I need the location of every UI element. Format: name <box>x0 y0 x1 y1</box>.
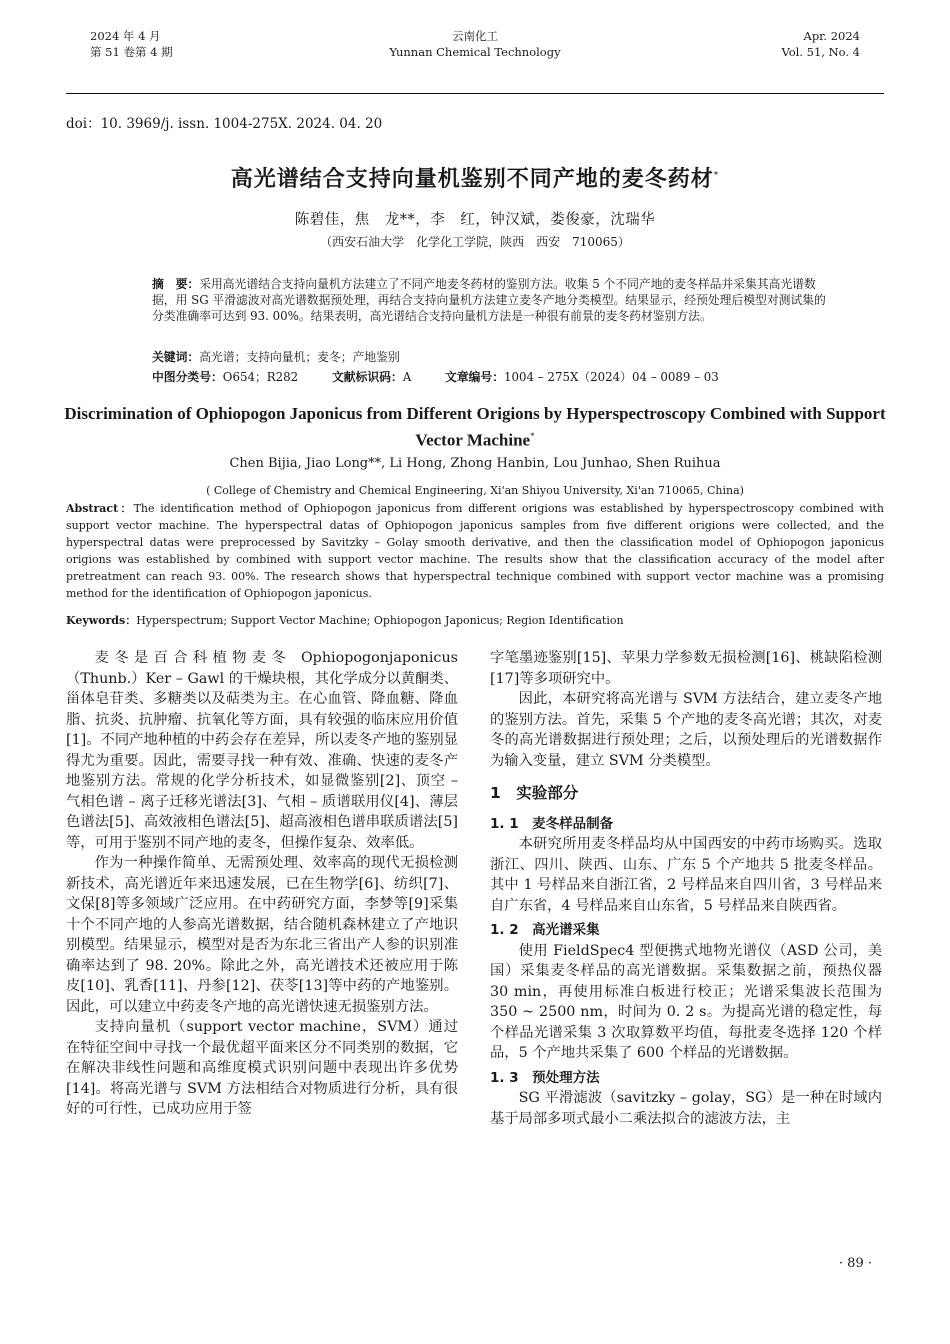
article-no <box>445 370 719 384</box>
affiliation-cn: （西安石油大学 化学化工学院，陕西 西安 710065） <box>320 235 630 249</box>
header-center <box>78 28 872 60</box>
section-heading-1: 1 实验部分 <box>490 784 579 802</box>
keywords-en-text: Hyperspectrum; Support Vector Machine; Ophiopogon Japonicus; Region Identification <box>136 614 624 627</box>
classification-line <box>152 368 749 385</box>
doc-code-label: 文献标识码： <box>331 370 403 384</box>
keywords-cn-text: 高光谱；支持向量机；麦冬；产地鉴别 <box>199 350 400 364</box>
section-1-1-paragraph: 本研究所用麦冬样品均从中国西安的中药市场购买。选取浙江、四川、陕西、山东、广东 5 个产地共 5 批麦冬样品。其中 1 号样品来自浙江省，2 号样品来自四川省，3 号样品来自广东省，4 号样品来自山东省，5 号样品来自陕西省。 <box>490 836 882 914</box>
article-no-label: 文章编号： <box>445 370 505 384</box>
section-1-3-paragraph: SG 平滑滤波（savitzky – golay，SG）是一种在时域内基于局部多项式最小二乘法拟合的滤波方法，主 <box>490 1090 882 1127</box>
header-volume: 第 51 卷第 4 期 <box>90 45 173 59</box>
article-no-value: 1004 – 275X（2024）04 – 0089 – 03 <box>504 370 719 384</box>
doc-code-value: A <box>402 370 412 384</box>
page-number: · 89 · <box>838 1256 872 1271</box>
clc <box>152 370 298 384</box>
journal-name-en: Yunnan Chemical Technology <box>389 45 561 59</box>
keywords-en-label: Keywords： <box>66 614 137 627</box>
title-en-mark: * <box>530 431 535 441</box>
clc-label: 中图分类号： <box>152 370 223 384</box>
section-heading-1-3: 1. 3 预处理方法 <box>490 1069 600 1086</box>
header-right <box>781 28 860 60</box>
abstract-en <box>66 500 884 602</box>
intro-paragraph-1: 麦冬是百合科植物麦冬 Ophiopogonjaponicus（Thunb.）Ker – Gawl 的干燥块根，其化学成分以黄酮类、甾体皂苷类、多糖类以及萜类为主。在心血管、降血糖、降血脂、抗炎、抗肿瘤、抗氧化等方面，具有较强的临床应用价值[1]。不同产地种植的中药会存在差异，所以麦冬产地的鉴别显得尤为重要。因此，需要寻找一种有效、准确、快速的麦冬产地鉴别方法。常规的化学分析技术，如显微鉴别[2]、顶空 – 气相色谱 – 离子迁移光谱法[3]、气相 – 质谱联用仪[4]、薄层色谱法[5]、高效液相色谱法[5]、超高液相色谱串联质谱法[5]等，可用于鉴别不同产地的麦冬，但操作复杂、效率低。 <box>66 650 458 851</box>
title-cn-mark: * <box>713 170 720 181</box>
title-cn-text: 高光谱结合支持向量机鉴别不同产地的麦冬药材 <box>230 167 714 192</box>
abstract-en-text: The identification method of Ophiopogon japonicus from different origions was established by hyperspectroscopy combined with support vector machine. The hyperspectral datas of Ophiopogon japonicus samples from five different origions were collected, and the hyperspectral datas were preprocessed by Savitzky – Golay smooth derivative, and then the classification model of Ophiopogon japonicus origions was established by combined with support vector machine. The results show that the classification accuracy of the model after pretreatment can reach 93. 00%. The research shows that hyperspectral technique combined with support vector machine was a promising method for the identification of Ophiopogon japonicus. <box>66 502 884 600</box>
intro-paragraph-3: 支持向量机（support vector machine，SVM）通过在特征空间中寻找一个最优超平面来区分不同类别的数据，它在解决非线性问题和高维度模式识别问题中表现出许多优势[14]。将高光谱与 SVM 方法相结合对物质进行分析，具有很好的可行性，已成功应用于签 <box>66 1019 458 1117</box>
doc-code <box>332 370 411 384</box>
header-rule <box>66 93 884 94</box>
header-date-en: Apr. 2024 <box>803 29 860 43</box>
body-column-left <box>66 648 458 1120</box>
keywords-en <box>66 612 624 628</box>
abstract-cn <box>152 276 833 324</box>
clc-value: O654；R282 <box>222 370 299 384</box>
authors-cn: 陈碧佳，焦 龙**，李 红，钟汉斌，娄俊豪，沈瑞华 <box>294 212 656 228</box>
intro-paragraph-2: 作为一种操作简单、无需预处理、效率高的现代无损检测新技术，高光谱近年来迅速发展，已在生物学[6]、纺织[7]、文保[8]等多领域广泛应用。在中药研究方面，李梦等[9]采集十个不同产地的人参高光谱数据，结合随机森林建立了产地识别模型。结果显示，模型对是否为东北三省出产人参的识别准确率达到了 98. 20%。除此之外，高光谱技术还被应用于陈皮[10]、乳香[11]、丹参[12]、茯苓[13]等中药的产地鉴别。因此，可以建立中药麦冬产地的高光谱快速无损鉴别方法。 <box>66 855 458 1015</box>
intro-paragraph-3-cont: 字笔墨迹鉴别[15]、苹果力学参数无损检测[16]、桃缺陷检测[17]等多项研究中。 <box>490 650 882 687</box>
intro-paragraph-4: 因此，本研究将高光谱与 SVM 方法结合，建立麦冬产地的鉴别方法。首先，采集 5 个产地的麦冬高光谱；其次，对麦冬的高光谱数据进行预处理；之后，以预处理后的光谱数据作为输入变量，建立 SVM 分类模型。 <box>490 691 882 769</box>
abstract-en-label: Abstract： <box>66 502 134 515</box>
section-heading-1-1: 1. 1 麦冬样品制备 <box>490 815 614 832</box>
abstract-cn-text: 采用高光谱结合支持向量机方法建立了不同产地麦冬药材的鉴别方法。收集 5 个不同产地的麦冬样品并采集其高光谱数据，用 SG 平滑滤波对高光谱数据预处理，再结合支持向量机方法建立麦冬产地分类模型。结果显示，经预处理后模型对测试集的分类准确率可达到 93. 00%。结果表明，高光谱结合支持向量机方法是一种很有前景的麦冬药材鉴别方法。 <box>152 277 826 323</box>
title-cn <box>0 162 950 193</box>
header-volume-en: Vol. 51, No. 4 <box>781 45 860 59</box>
keywords-cn-label: 关键词： <box>152 350 200 364</box>
journal-name-cn: 云南化工 <box>452 29 498 43</box>
title-en-text: Discrimination of Ophiopogon Japonicus from Different Origions by Hyperspectroscopy Combined with Support Vector Machine <box>64 404 886 450</box>
header-date: 2024 年 4 月 <box>90 29 161 43</box>
affiliation-en: ( College of Chemistry and Chemical Engineering, Xi'an Shiyou University, Xi'an 710065, China) <box>206 484 744 497</box>
keywords-cn <box>152 348 400 365</box>
running-header <box>78 28 872 88</box>
doi: doi：10. 3969/j. issn. 1004-275X. 2024. 04. 20 <box>66 116 383 132</box>
title-en <box>60 402 890 452</box>
abstract-cn-label: 摘 要： <box>152 277 200 291</box>
body-column-right <box>490 648 882 1129</box>
authors-en: Chen Bijia, Jiao Long**, Li Hong, Zhong Hanbin, Lou Junhao, Shen Ruihua <box>229 456 721 471</box>
section-heading-1-2: 1. 2 高光谱采集 <box>490 922 600 938</box>
section-1-2-paragraph: 使用 FieldSpec4 型便携式地物光谱仪（ASD 公司，美国）采集麦冬样品的高光谱数据。采集数据之前，预热仪器 30 min，再使用标准白板进行校正；光谱采集波长范围为 350 ~ 2500 nm，时间为 0. 2 s。为提高光谱的稳定性，每个样品光谱采集 3 次取算数平均值，每批麦冬选择 120 个样品，5 个产地共采集了 600 个样品的光谱数据。 <box>490 942 882 1061</box>
